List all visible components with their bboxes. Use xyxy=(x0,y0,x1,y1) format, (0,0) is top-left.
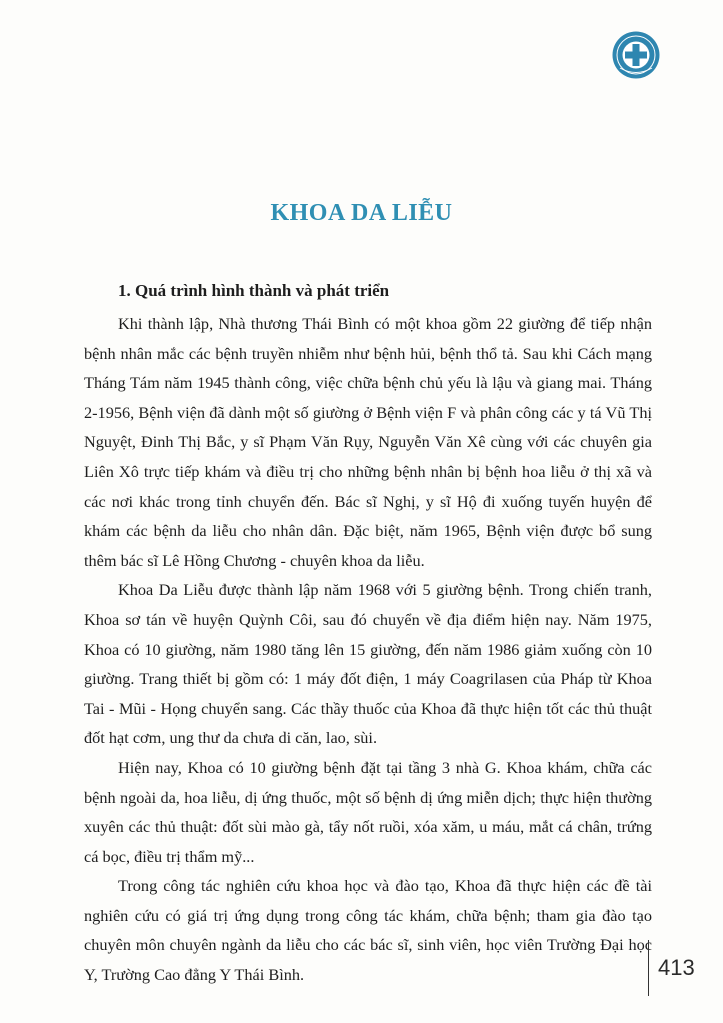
paragraph: Trong công tác nghiên cứu khoa học và đào tạo, Khoa đã thực hiện các đề tài nghiên cứu có giá trị ứng dụng trong công tác khám, chữa bệnh; tham gia đào tạo chuyên môn chuyên ngành da liễu cho các bác sĩ, sinh viên, học viên Trường Đại học Y, Trường Cao đẳng Y Thái Bình. xyxy=(84,876,652,985)
page-number: 413 xyxy=(658,955,695,980)
paragraph: Hiện nay, Khoa có 10 giường bệnh đặt tại tầng 3 nhà G. Khoa khám, chữa các bệnh ngoài da, hoa liễu, dị ứng thuốc, một số bệnh dị ứng miễn dịch; thực hiện thường xuyên các thủ thuật: đốt sùi mào gà, tẩy nốt ruồi, xóa xăm, u máu, mắt cá chân, trứng cá bọc, điều trị thẩm mỹ... xyxy=(84,757,652,866)
paragraph: Khoa Da Liễu được thành lập năm 1968 với 5 giường bệnh. Trong chiến tranh, Khoa sơ tán về huyện Quỳnh Côi, sau đó chuyển về địa điểm hiện nay. Năm 1975, Khoa có 10 giường, năm 1980 tăng lên 15 giường, đến năm 1986 giảm xuống còn 10 giường. Trang thiết bị gồm có: 1 máy đốt điện, 1 máy Coagrilasen của Pháp từ Khoa Tai - Mũi - Họng chuyển sang. Các thầy thuốc của Khoa đã thực hiện tốt các thủ thuật đốt hạt cơm, ung thư da chưa di căn, lao, sùi. xyxy=(84,580,652,748)
document-body xyxy=(84,276,652,990)
page-title: KHOA DA LIỄU xyxy=(270,200,453,226)
hospital-logo-icon xyxy=(611,30,661,80)
section-heading: 1. Quá trình hình thành và phát triển xyxy=(118,281,390,300)
page-number-block xyxy=(648,940,695,996)
paragraph: Khi thành lập, Nhà thương Thái Bình có một khoa gồm 22 giường để tiếp nhận bệnh nhân mắc các bệnh truyền nhiễm như bệnh hủi, bệnh thổ tả. Sau khi Cách mạng Tháng Tám năm 1945 thành công, việc chữa bệnh chủ yếu là lậu và giang mai. Tháng 2-1956, Bệnh viện đã dành một số giường ở Bệnh viện F và phân công các y tá Vũ Thị Nguyệt, Đinh Thị Bắc, y sĩ Phạm Văn Rụy, Nguyễn Văn Xê cùng với các chuyên gia Liên Xô trực tiếp khám và điều trị cho những bệnh nhân bị bệnh hoa liễu ở thị xã và các nơi khác trong tỉnh chuyển đến. Bác sĩ Nghị, y sĩ Hộ đi xuống tuyến huyện để khám các bệnh da liễu cho nhân dân. Đặc biệt, năm 1965, Bệnh viện được bổ sung thêm bác sĩ Lê Hồng Chương - chuyên khoa da liễu. xyxy=(84,314,652,570)
